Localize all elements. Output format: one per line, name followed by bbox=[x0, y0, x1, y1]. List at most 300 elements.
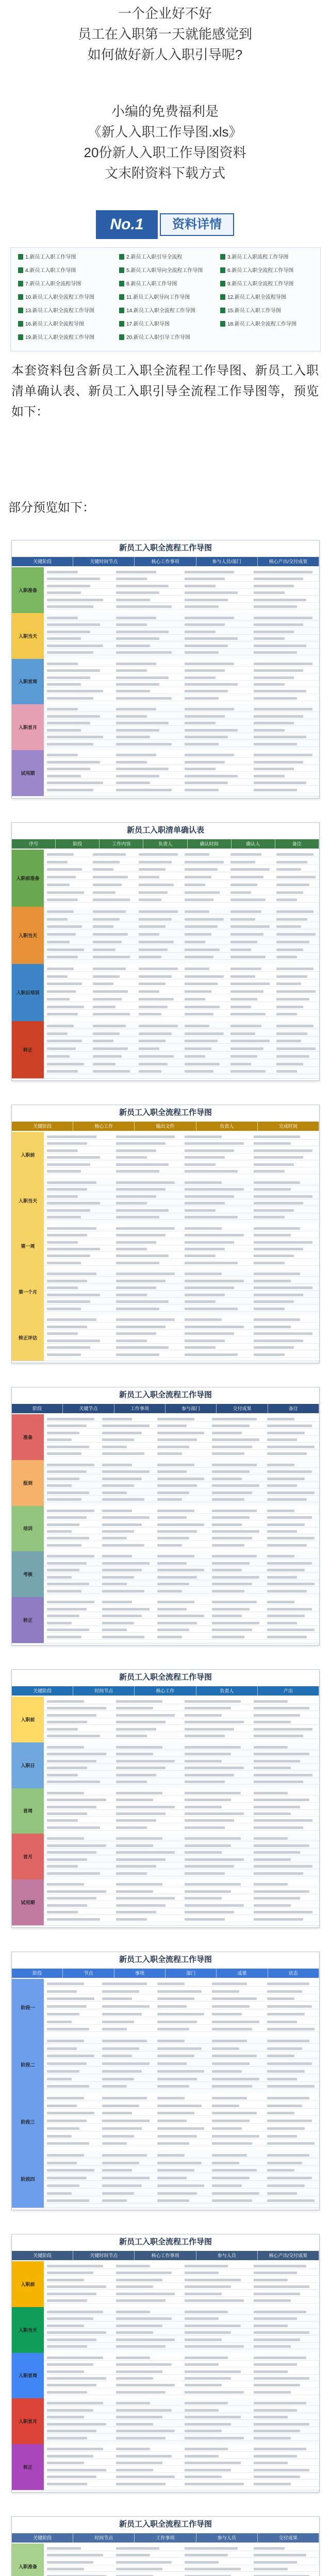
table-cell-text bbox=[102, 2085, 127, 2088]
table-cell-text bbox=[254, 1760, 300, 1762]
row-divider bbox=[44, 602, 319, 603]
table-cell-text bbox=[102, 1530, 135, 1533]
table-cell-text bbox=[267, 1418, 294, 1420]
table-cell-text bbox=[116, 1844, 153, 1847]
excel-file-icon bbox=[119, 294, 124, 300]
table-cell-text bbox=[47, 578, 100, 580]
table-cell-text bbox=[47, 1714, 96, 1717]
table-cell-text bbox=[185, 697, 219, 700]
table-cell-text bbox=[116, 1851, 175, 1854]
table-cell-text bbox=[47, 631, 90, 633]
table-cell-text bbox=[47, 2357, 103, 2359]
table-cell-text bbox=[102, 1484, 135, 1487]
sheet-header-cell: 事项 bbox=[114, 1969, 166, 1978]
table-cell-text bbox=[47, 1438, 72, 1441]
table-cell-text bbox=[93, 998, 122, 1001]
row-divider bbox=[44, 1153, 319, 1154]
table-cell-text bbox=[47, 1326, 87, 1328]
file-name: 7.新员工入职全流程导图 bbox=[25, 281, 81, 287]
table-cell-text bbox=[185, 1025, 209, 1027]
table-cell-text bbox=[116, 708, 156, 710]
table-cell-text bbox=[47, 899, 78, 901]
sheet-preview bbox=[11, 2516, 320, 2576]
table-cell-text bbox=[47, 891, 84, 894]
row-divider bbox=[44, 879, 319, 880]
table-cell-text bbox=[47, 2265, 103, 2267]
table-cell-text bbox=[139, 868, 166, 871]
table-cell-text bbox=[47, 2127, 79, 2130]
file-item[interactable] bbox=[18, 254, 76, 261]
row-divider bbox=[44, 2374, 319, 2375]
excel-file-icon bbox=[220, 294, 225, 300]
row-divider bbox=[44, 2296, 319, 2297]
table-cell-text bbox=[185, 736, 228, 738]
row-divider bbox=[44, 1009, 319, 1010]
file-item[interactable] bbox=[220, 294, 286, 301]
row-divider bbox=[44, 1219, 319, 1220]
table-cell-text bbox=[254, 2293, 300, 2295]
table-cell-text bbox=[185, 1799, 231, 1801]
table-cell-text bbox=[157, 2013, 205, 2015]
table-cell-text bbox=[139, 956, 161, 958]
table-cell-text bbox=[116, 2462, 162, 2464]
table-cell-text bbox=[212, 1537, 252, 1539]
excel-file-icon bbox=[119, 321, 124, 327]
table-cell-text bbox=[254, 1340, 303, 1342]
file-item[interactable] bbox=[18, 308, 94, 315]
table-cell-text bbox=[267, 2055, 294, 2057]
row-divider bbox=[44, 1442, 319, 1443]
file-item[interactable] bbox=[18, 281, 81, 288]
table-cell-text bbox=[102, 1636, 144, 1638]
table-cell-text bbox=[276, 982, 301, 985]
table-cell-text bbox=[212, 1990, 239, 1993]
table-cell-text bbox=[47, 2192, 72, 2195]
table-cell-text bbox=[254, 663, 313, 665]
file-item[interactable] bbox=[119, 294, 190, 301]
table-cell-text bbox=[254, 1149, 313, 1152]
table-cell-text bbox=[185, 637, 238, 640]
table-cell-text bbox=[47, 1025, 74, 1027]
table-cell-text bbox=[230, 918, 255, 921]
table-cell-text bbox=[254, 2377, 310, 2380]
table-cell-text bbox=[116, 2285, 153, 2288]
table-cell-text bbox=[254, 1837, 288, 1840]
table-cell-text bbox=[185, 2469, 231, 2471]
table-cell-text bbox=[212, 1510, 257, 1512]
sheet-header-cell: 完成时间 bbox=[258, 1122, 319, 1131]
table-cell-text bbox=[254, 2547, 285, 2550]
table-cell-text bbox=[47, 2547, 81, 2550]
stage-band bbox=[12, 1742, 319, 1789]
table-cell-text bbox=[93, 910, 126, 913]
table-cell-text bbox=[93, 918, 120, 921]
table-cell-text bbox=[157, 1636, 182, 1638]
table-cell-text bbox=[267, 1516, 312, 1519]
table-cell-text bbox=[47, 1346, 90, 1349]
table-cell-text bbox=[254, 651, 297, 654]
table-cell-text bbox=[93, 990, 128, 993]
table-cell-text bbox=[185, 1286, 234, 1289]
table-cell-text bbox=[139, 884, 174, 886]
table-cell-text bbox=[102, 1583, 127, 1585]
sheet-header-cell: 产出 bbox=[258, 1686, 319, 1696]
table-cell-text bbox=[47, 1872, 100, 1875]
table-cell-text bbox=[47, 1013, 78, 1015]
table-cell-text bbox=[47, 722, 90, 724]
table-cell-text bbox=[185, 1006, 220, 1008]
stage-band bbox=[12, 1224, 319, 1270]
table-cell-text bbox=[116, 1163, 169, 1166]
stage-label: 入职首周 bbox=[12, 659, 44, 705]
table-cell-text bbox=[47, 925, 82, 928]
table-cell-text bbox=[47, 1032, 68, 1035]
row-divider bbox=[44, 2486, 319, 2487]
table-cell-text bbox=[93, 956, 130, 958]
table-cell-text bbox=[47, 768, 90, 770]
table-cell-text bbox=[47, 2311, 103, 2313]
file-name: 4.新员工入职工作导图 bbox=[25, 268, 76, 274]
table-cell-text bbox=[157, 2028, 190, 2030]
table-cell-text bbox=[267, 1622, 297, 1624]
table-cell-text bbox=[254, 722, 294, 724]
table-cell-text bbox=[185, 1721, 244, 1723]
table-cell-text bbox=[116, 2402, 150, 2404]
row-divider bbox=[44, 2465, 319, 2466]
stage-band bbox=[12, 1021, 319, 1079]
table-cell-text bbox=[254, 2455, 297, 2458]
stage-label: 转正 bbox=[12, 1021, 44, 1078]
table-cell-text bbox=[47, 599, 103, 601]
table-cell-text bbox=[230, 884, 257, 886]
table-cell-text bbox=[116, 1806, 175, 1808]
table-cell-text bbox=[254, 736, 307, 738]
table-cell-text bbox=[116, 578, 147, 580]
table-cell-text bbox=[185, 861, 224, 863]
table-cell-text bbox=[212, 1615, 242, 1617]
table-cell-text bbox=[254, 1332, 313, 1335]
table-cell-text bbox=[47, 2554, 103, 2556]
file-item[interactable] bbox=[220, 254, 288, 261]
table-cell-text bbox=[47, 1997, 94, 2000]
stage-band bbox=[12, 1269, 319, 1315]
table-cell-text bbox=[47, 1332, 78, 1335]
table-cell-text bbox=[139, 968, 178, 970]
row-divider bbox=[44, 1986, 319, 1987]
stage-label: 阶段三 bbox=[12, 2093, 44, 2150]
table-cell-text bbox=[212, 1569, 242, 1571]
file-item[interactable] bbox=[18, 334, 94, 342]
stage-label: 阶段一 bbox=[12, 1979, 44, 2036]
table-cell-text bbox=[116, 754, 156, 756]
table-cell-text bbox=[116, 1248, 147, 1250]
table-cell-text bbox=[254, 1918, 303, 1921]
table-cell-text bbox=[47, 2462, 84, 2464]
table-cell-text bbox=[185, 1812, 244, 1815]
table-cell-text bbox=[276, 975, 307, 978]
table-cell-text bbox=[102, 1562, 150, 1565]
table-cell-text bbox=[212, 2021, 259, 2023]
table-cell-text bbox=[212, 2135, 259, 2138]
table-cell-text bbox=[47, 1248, 100, 1250]
table-cell-text bbox=[116, 2311, 150, 2313]
table-cell-text bbox=[267, 2169, 294, 2172]
table-cell-text bbox=[185, 2345, 244, 2348]
table-cell-text bbox=[254, 578, 303, 580]
table-cell-text bbox=[254, 2568, 288, 2570]
table-cell-text bbox=[212, 1478, 242, 1480]
stage-band bbox=[12, 2398, 319, 2445]
table-cell-text bbox=[185, 982, 218, 985]
table-cell-text bbox=[185, 2272, 219, 2274]
table-cell-text bbox=[47, 2416, 84, 2418]
table-cell-text bbox=[116, 1216, 159, 1218]
file-item[interactable] bbox=[119, 308, 195, 315]
table-cell-text bbox=[157, 1629, 190, 1631]
table-cell-text bbox=[47, 918, 68, 921]
table-cell-text bbox=[47, 1636, 81, 1638]
table-cell-text bbox=[254, 2561, 297, 2564]
file-item[interactable] bbox=[18, 321, 84, 328]
table-cell-text bbox=[254, 605, 297, 608]
excel-file-icon bbox=[220, 308, 225, 313]
file-name: 20.新员工入职引导工作导图 bbox=[126, 335, 190, 341]
file-item[interactable] bbox=[220, 267, 293, 275]
table-cell-text bbox=[254, 2554, 307, 2556]
table-cell-text bbox=[93, 1063, 116, 1065]
stage-label: 考核 bbox=[12, 1551, 44, 1597]
row-divider bbox=[44, 757, 319, 758]
stage-label: 入职前 bbox=[12, 1132, 44, 1178]
table-cell-text bbox=[185, 768, 216, 770]
table-cell-text bbox=[116, 676, 169, 679]
table-cell-text bbox=[267, 2021, 297, 2023]
badge-label: 资料详情 bbox=[160, 213, 234, 236]
table-cell-text bbox=[276, 956, 297, 958]
file-item[interactable] bbox=[220, 321, 296, 328]
table-cell-text bbox=[254, 2469, 310, 2471]
stage-band bbox=[12, 2261, 319, 2308]
table-cell-text bbox=[116, 2409, 172, 2412]
table-cell-text bbox=[267, 2062, 312, 2065]
table-cell-text bbox=[185, 1308, 238, 1310]
stage-band bbox=[12, 613, 319, 659]
table-cell-text bbox=[230, 933, 263, 936]
table-cell-text bbox=[47, 1510, 94, 1512]
table-cell-text bbox=[116, 782, 150, 784]
table-cell-text bbox=[185, 1911, 234, 1913]
table-cell-text bbox=[93, 876, 128, 878]
table-cell-text bbox=[212, 1601, 257, 1603]
row-divider bbox=[44, 666, 319, 667]
table-cell-text bbox=[116, 2370, 162, 2373]
table-cell-text bbox=[102, 1452, 144, 1455]
table-cell-text bbox=[267, 2070, 304, 2073]
table-cell-text bbox=[116, 2476, 175, 2478]
table-cell-text bbox=[254, 2462, 288, 2464]
table-cell-text bbox=[212, 2184, 242, 2187]
table-cell-text bbox=[276, 968, 314, 970]
sheet-preview bbox=[11, 822, 320, 1081]
table-cell-text bbox=[47, 1195, 78, 1198]
table-cell-text bbox=[185, 1255, 216, 1257]
table-cell-text bbox=[47, 1156, 100, 1159]
sheet-header-cell: 交付成果 bbox=[258, 2533, 319, 2543]
table-cell-text bbox=[254, 2409, 297, 2412]
table-cell-text bbox=[254, 1286, 313, 1289]
table-cell-text bbox=[185, 2279, 241, 2281]
stage-label: 准备 bbox=[12, 1414, 44, 1460]
table-cell-text bbox=[254, 690, 307, 692]
row-divider bbox=[44, 1802, 319, 1803]
table-cell-text bbox=[185, 1883, 241, 1886]
table-cell-text bbox=[139, 933, 159, 936]
table-cell-text bbox=[267, 1982, 309, 1985]
table-cell-text bbox=[185, 617, 234, 619]
table-cell-text bbox=[116, 1746, 162, 1749]
table-cell-text bbox=[267, 1432, 304, 1434]
table-cell-text bbox=[254, 743, 297, 745]
table-cell-text bbox=[47, 1851, 96, 1854]
table-cell-text bbox=[185, 1767, 244, 1769]
table-cell-text bbox=[185, 1055, 205, 1058]
table-cell-text bbox=[116, 2345, 166, 2348]
table-cell-text bbox=[254, 2345, 291, 2348]
file-item[interactable] bbox=[119, 334, 190, 342]
table-cell-text bbox=[212, 1425, 249, 1427]
table-cell-text bbox=[47, 2377, 106, 2380]
table-cell-text bbox=[139, 998, 174, 1001]
table-cell-text bbox=[47, 1202, 100, 1205]
table-cell-text bbox=[254, 1326, 291, 1328]
table-cell-text bbox=[47, 1492, 89, 1494]
file-item[interactable] bbox=[119, 267, 203, 275]
table-cell-text bbox=[254, 645, 307, 647]
table-cell-text bbox=[139, 1040, 166, 1042]
file-name: 16.新员工入职全流程导图 bbox=[25, 321, 84, 327]
row-divider bbox=[44, 1265, 319, 1266]
table-cell-text bbox=[116, 2357, 150, 2359]
table-cell-text bbox=[116, 1149, 156, 1152]
table-cell-text bbox=[254, 1865, 313, 1868]
table-cell-text bbox=[116, 1234, 166, 1236]
table-cell-text bbox=[254, 2317, 297, 2320]
table-cell-text bbox=[116, 1202, 147, 1205]
table-cell-text bbox=[254, 775, 285, 777]
table-cell-text bbox=[267, 2162, 302, 2164]
file-name: 3.新员工入职流程工作导图 bbox=[227, 255, 289, 260]
table-cell-text bbox=[157, 1990, 202, 1993]
table-cell-text bbox=[47, 2177, 87, 2179]
row-divider bbox=[44, 2024, 319, 2025]
sheet-header-cell: 参与人员 bbox=[196, 2251, 258, 2260]
stage-band bbox=[12, 2353, 319, 2399]
table-cell-text bbox=[157, 1562, 187, 1565]
table-cell-text bbox=[212, 1452, 244, 1455]
file-item[interactable] bbox=[18, 267, 76, 275]
table-cell-text bbox=[47, 933, 76, 936]
table-cell-text bbox=[93, 982, 113, 985]
table-cell-text bbox=[157, 1498, 182, 1501]
file-item[interactable] bbox=[18, 294, 94, 301]
table-cell-text bbox=[267, 1544, 307, 1547]
row-divider bbox=[44, 1467, 319, 1468]
table-cell-text bbox=[185, 1918, 225, 1921]
file-item[interactable] bbox=[119, 321, 170, 328]
table-cell-text bbox=[47, 2047, 77, 2050]
row-divider bbox=[44, 2451, 319, 2452]
table-cell-text bbox=[116, 651, 172, 654]
table-cell-text bbox=[185, 645, 228, 647]
table-cell-text bbox=[47, 1982, 84, 1985]
table-cell-text bbox=[212, 1530, 259, 1533]
table-cell-text bbox=[93, 1006, 116, 1008]
excel-file-icon bbox=[18, 334, 23, 340]
file-item[interactable] bbox=[119, 254, 182, 261]
stage-band bbox=[12, 2544, 319, 2576]
table-cell-text bbox=[116, 1136, 175, 1138]
sheet-header-cell: 备注 bbox=[268, 1404, 319, 1413]
table-cell-text bbox=[212, 1438, 259, 1441]
table-cell-text bbox=[254, 1819, 313, 1822]
table-cell-text bbox=[47, 2299, 87, 2302]
table-cell-text bbox=[47, 1544, 81, 1547]
table-cell-text bbox=[116, 1346, 169, 1349]
intro-line: 《新人入职工作导图.xls》 bbox=[88, 124, 242, 140]
table-cell-text bbox=[276, 1063, 303, 1065]
excel-file-icon bbox=[18, 281, 23, 286]
table-cell-text bbox=[102, 2169, 132, 2172]
table-cell-text bbox=[47, 1498, 81, 1501]
table-cell-text bbox=[254, 697, 297, 700]
table-cell-text bbox=[254, 683, 285, 686]
table-cell-text bbox=[185, 1858, 244, 1861]
table-cell-text bbox=[47, 1735, 100, 1737]
table-cell-text bbox=[47, 2105, 77, 2107]
file-item[interactable] bbox=[220, 281, 293, 288]
sheet-preview bbox=[11, 1387, 320, 1646]
table-cell-text bbox=[254, 2391, 291, 2394]
table-cell-text bbox=[254, 1188, 291, 1191]
table-cell-text bbox=[47, 2162, 77, 2164]
file-item[interactable] bbox=[220, 308, 281, 315]
table-cell-text bbox=[185, 1063, 220, 1065]
table-cell-text bbox=[102, 2005, 150, 2008]
table-cell-text bbox=[157, 1622, 197, 1624]
stage-label: 入职首月 bbox=[12, 2398, 44, 2444]
table-cell-text bbox=[185, 1714, 222, 1717]
table-cell-text bbox=[254, 1707, 310, 1709]
row-divider bbox=[44, 1914, 319, 1915]
table-cell-text bbox=[254, 2299, 291, 2302]
table-cell-text bbox=[157, 2005, 187, 2008]
table-cell-text bbox=[254, 1767, 291, 1769]
table-cell-text bbox=[157, 1537, 190, 1539]
table-cell-text bbox=[254, 1799, 310, 1801]
row-divider bbox=[44, 1495, 319, 1496]
table-cell-text bbox=[267, 2135, 297, 2138]
file-item[interactable] bbox=[119, 281, 177, 288]
row-divider bbox=[44, 1756, 319, 1757]
table-cell-text bbox=[102, 2127, 142, 2130]
table-cell-text bbox=[185, 910, 209, 913]
table-cell-text bbox=[185, 631, 216, 633]
file-name: 13.新员工入职全流程工作导图 bbox=[25, 308, 94, 314]
table-cell-text bbox=[254, 1721, 291, 1723]
row-divider bbox=[44, 2043, 319, 2044]
table-cell-text bbox=[185, 1774, 234, 1776]
table-cell-text bbox=[276, 876, 316, 878]
